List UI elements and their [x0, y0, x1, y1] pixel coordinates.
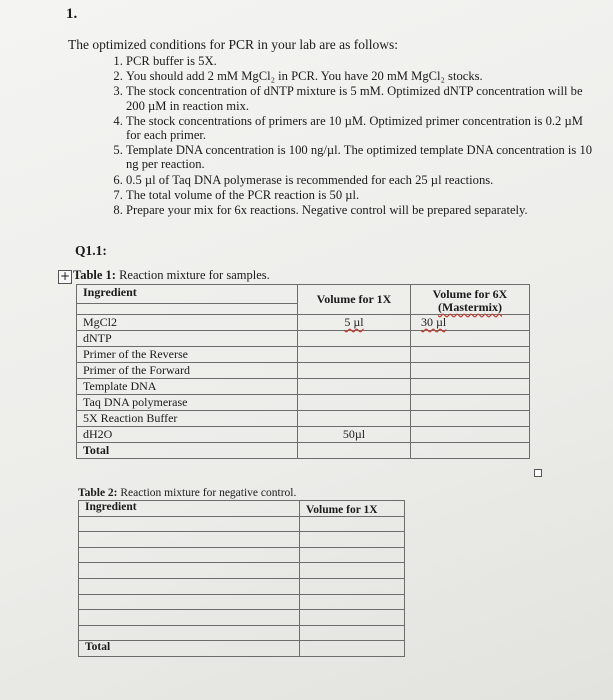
condition-item: 5. Template DNA concentration is 100 ng/µl. The optimized template DNA concentration is 10 ng per reaction. [126, 143, 596, 171]
table-row [79, 516, 405, 532]
table-move-handle-icon[interactable]: + [59, 269, 71, 283]
header-volume-6x [411, 285, 530, 315]
volume-6x-cell[interactable] [411, 395, 530, 411]
table-row [77, 363, 530, 379]
table-row [79, 532, 405, 548]
volume-1x-cell[interactable] [298, 363, 411, 379]
table-row [79, 563, 405, 579]
t2-volume-cell[interactable] [300, 532, 405, 548]
table2-caption [78, 487, 296, 499]
subquestion-label: Q1.1: [75, 243, 107, 258]
t2-total-label: Total [79, 641, 300, 657]
volume-6x-cell[interactable] [411, 411, 530, 427]
volume-6x-cell[interactable]: 30 µl [411, 315, 530, 331]
table1-caption-text: Reaction mixture for samples. [115, 268, 270, 282]
ingredient-cell: Taq DNA polymerase [77, 395, 298, 411]
table-row [77, 331, 530, 347]
table1-caption [73, 268, 270, 283]
table-row [79, 594, 405, 610]
t2-header-volume-1x: Volume for 1X [300, 501, 405, 517]
table-row [79, 641, 405, 657]
condition-item: 7. The total volume of the PCR reaction is 50 µl. [126, 188, 596, 202]
table-row [77, 411, 530, 427]
table-row [79, 547, 405, 563]
header-spacer [77, 304, 298, 315]
table-row [79, 578, 405, 594]
header-mastermix-label: (Mastermix) [438, 300, 502, 314]
t2-volume-cell[interactable] [300, 594, 405, 610]
t2-volume-cell[interactable] [300, 516, 405, 532]
table-row [77, 427, 530, 443]
condition-item: 8. Prepare your mix for 6x reactions. Negative control will be prepared separately. [126, 203, 596, 217]
volume-1x-cell[interactable] [298, 411, 411, 427]
table-row [77, 379, 530, 395]
question-number: 1. [66, 6, 78, 22]
negative-control-table[interactable] [78, 500, 405, 657]
header-volume-6x-label: Volume for 6X [432, 287, 508, 301]
t2-ingredient-cell[interactable] [79, 547, 300, 563]
condition-item: 1. PCR buffer is 5X. [126, 54, 596, 68]
volume-1x-cell[interactable] [298, 379, 411, 395]
t2-volume-cell[interactable] [300, 610, 405, 626]
volume-6x-cell[interactable] [411, 331, 530, 347]
t2-ingredient-cell[interactable] [79, 594, 300, 610]
t2-volume-cell[interactable] [300, 547, 405, 563]
volume-1x-cell[interactable] [298, 395, 411, 411]
ingredient-cell: dH2O [77, 427, 298, 443]
volume-1x-cell[interactable] [298, 347, 411, 363]
volume-6x-cell[interactable] [411, 347, 530, 363]
volume-6x-cell[interactable] [411, 379, 530, 395]
volume-1x-cell[interactable] [298, 331, 411, 347]
total-6x-cell[interactable] [411, 443, 530, 459]
ingredient-cell: MgCl2 [77, 315, 298, 331]
t2-ingredient-cell[interactable] [79, 578, 300, 594]
header-volume-1x: Volume for 1X [298, 285, 411, 315]
t2-ingredient-cell[interactable] [79, 563, 300, 579]
total-label-cell: Total [77, 443, 298, 459]
total-1x-cell[interactable] [298, 443, 411, 459]
condition-item: 6. 0.5 µl of Taq DNA polymerase is recommended for each 25 µl reactions. [126, 173, 596, 187]
header-ingredient: Ingredient [77, 285, 298, 304]
condition-item: 4. The stock concentrations of primers are 10 µM. Optimized primer concentration is 0.2 µM for each primer. [126, 114, 596, 142]
intro-text: The optimized conditions for PCR in your lab are as follows: [68, 37, 398, 52]
t2-volume-cell[interactable] [300, 578, 405, 594]
volume-1x-cell[interactable]: 50µl [298, 427, 411, 443]
table-row [77, 395, 530, 411]
table2-caption-text: Reaction mixture for negative control. [117, 487, 297, 499]
t2-ingredient-cell[interactable] [79, 625, 300, 641]
table-row [77, 347, 530, 363]
t2-header-ingredient: Ingredient [79, 501, 300, 517]
table-row [77, 443, 530, 459]
t2-total-cell[interactable] [300, 641, 405, 657]
reaction-mixture-table[interactable] [76, 284, 530, 459]
table-row [79, 625, 405, 641]
t2-ingredient-cell[interactable] [79, 532, 300, 548]
volume-6x-cell[interactable] [411, 427, 530, 443]
table-resize-handle[interactable] [534, 469, 542, 477]
t2-volume-cell[interactable] [300, 625, 405, 641]
ingredient-cell: 5X Reaction Buffer [77, 411, 298, 427]
conditions-list [96, 54, 596, 218]
condition-item: 2. You should add 2 mM MgCl₂ in PCR. You have 20 mM MgCl₂ stocks. [126, 69, 596, 83]
table-row [77, 315, 530, 331]
ingredient-cell: Primer of the Reverse [77, 347, 298, 363]
volume-1x-cell[interactable]: 5 µl [298, 315, 411, 331]
t2-volume-cell[interactable] [300, 563, 405, 579]
t2-ingredient-cell[interactable] [79, 516, 300, 532]
ingredient-cell: Template DNA [77, 379, 298, 395]
table1-caption-bold: Table 1: [73, 268, 116, 282]
table2-caption-bold: Table 2: [78, 487, 118, 499]
volume-6x-cell[interactable] [411, 363, 530, 379]
ingredient-cell: Primer of the Forward [77, 363, 298, 379]
table-row [79, 610, 405, 626]
condition-item: 3. The stock concentration of dNTP mixture is 5 mM. Optimized dNTP concentration will be 200 µM in reaction mix. [126, 84, 596, 112]
ingredient-cell: dNTP [77, 331, 298, 347]
t2-ingredient-cell[interactable] [79, 610, 300, 626]
